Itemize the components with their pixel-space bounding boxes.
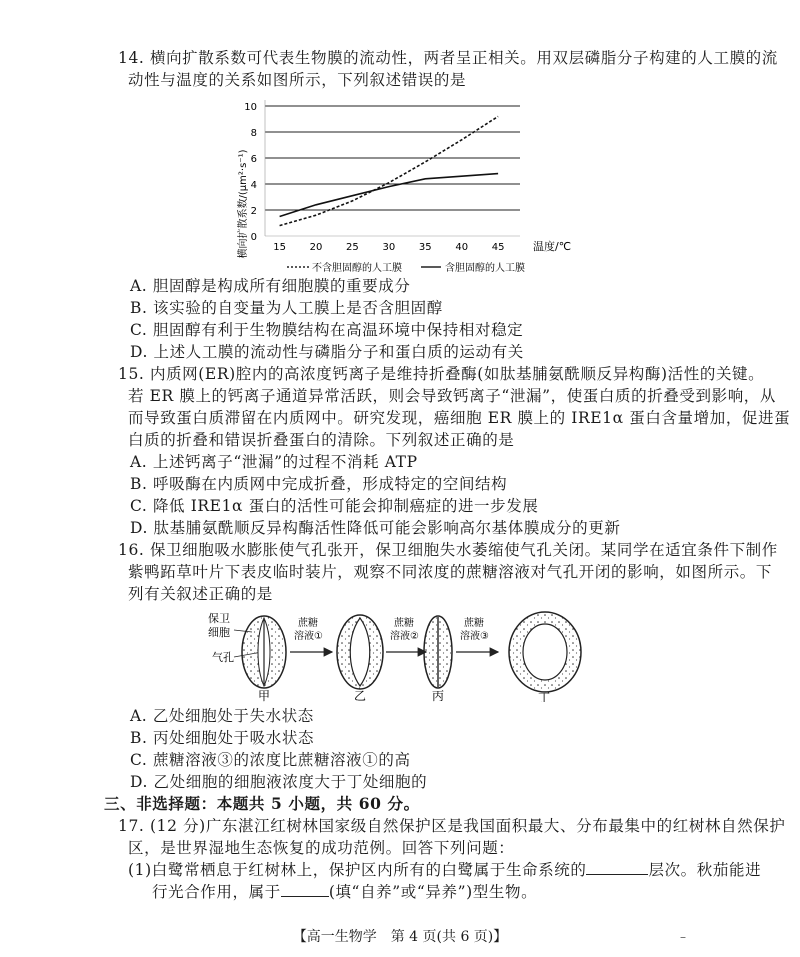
q17-sub1-line-2	[152, 882, 537, 902]
x-tick-label: 30	[382, 242, 396, 253]
cell-ding	[509, 612, 581, 692]
y-tick-label: 10	[244, 102, 257, 113]
cell-yi	[337, 615, 383, 689]
q17-stem-line-2: 区，是世界湿地生态恢复的成功范例。回答下列问题：	[128, 839, 515, 857]
cell-label-jia: 甲	[258, 689, 271, 702]
y-tick-label: 4	[250, 180, 257, 191]
label-guard-cell-2: 细胞	[208, 626, 230, 639]
page-footer: 【高一生物学 第 4 页(共 6 页)】	[292, 929, 508, 945]
q15-option-c: C. 降低 IRE1α 蛋白的活性可能会抑制癌症的进一步发展	[130, 497, 539, 515]
cell-label-yi: 乙	[354, 689, 367, 702]
x-tick-label: 20	[309, 242, 323, 253]
series-line-no-cholesterol	[280, 116, 499, 225]
q17-sub1-text-a: (1)白鹭常栖息于红树林上，保护区内所有的白鹭属于生命系统的	[128, 861, 587, 879]
corner-mark: –	[680, 930, 686, 944]
legend-with-cholesterol: 含胆固醇的人工膜	[445, 263, 525, 274]
q17-sub1-text-b: 层次。秋茄能进	[648, 861, 762, 879]
arrow-2-label-b: 溶液②	[390, 631, 419, 642]
q16-stem-line-2: 紫鸭跖草叶片下表皮临时装片，观察不同浓度的蔗糖溶液对气孔开闭的影响，如图所示。下	[128, 563, 773, 581]
q15-stem-line-2: 若 ER 膜上的钙离子通道异常活跃，则会导致钙离子“泄漏”，使蛋白质的折叠受到影响，从	[128, 387, 776, 405]
q14-option-c: C. 胆固醇有利于生物膜结构在高温环境中保持相对稳定	[130, 321, 524, 339]
q16-stem-line-1: 16. 保卫细胞吸水膨胀使气孔张开，保卫细胞失水萎缩使气孔关闭。某同学在适宜条件下制作	[118, 541, 778, 559]
y-tick-label: 6	[250, 154, 257, 165]
arrow-3-label-a: 蔗糖	[464, 618, 484, 629]
q14-option-d: D. 上述人工膜的流动性与磷脂分子和蛋白质的运动有关	[130, 343, 524, 361]
cell-label-bing: 丙	[432, 689, 445, 702]
q17-sub1-text-d: (填“自养”或“异养”)型生物。	[328, 883, 538, 901]
answer-blank-1[interactable]	[586, 860, 648, 875]
q16-option-b: B. 丙处细胞处于吸水状态	[130, 729, 315, 747]
arrow-3-label-b: 溶液③	[460, 631, 489, 642]
q16-option-a: A. 乙处细胞处于失水状态	[130, 707, 314, 725]
q16-option-c: C. 蔗糖溶液③的浓度比蔗糖溶液①的高	[130, 751, 411, 769]
q15-option-d: D. 肽基脯氨酰顺反异构酶活性降低可能会影响高尔基体膜成分的更新	[130, 519, 621, 537]
q15-stem-line-3: 而导致蛋白质滞留在内质网中。研究发现，癌细胞 ER 膜上的 IRE1α 蛋白含量增加，促进蛋	[128, 409, 791, 427]
q15-option-b: B. 呼吸酶在内质网中完成折叠，形成特定的空间结构	[130, 475, 508, 493]
q17-stem-line-1: 17. (12 分)广东湛江红树林国家级自然保护区是我国面积最大、分布最集中的红树林自然保护	[118, 817, 786, 835]
y-tick-label: 0	[250, 232, 257, 243]
label-stoma: 气孔	[212, 651, 234, 664]
q15-stem-line-4: 白质的折叠和错误折叠蛋白的清除。下列叙述正确的是	[128, 431, 515, 449]
label-guard-cell-1: 保卫	[208, 612, 230, 625]
q17-sub1-line-1	[128, 860, 761, 880]
q17-sub1-text-c: 行光合作用，属于	[152, 883, 281, 901]
q14-option-a: A. 胆固醇是构成所有细胞膜的重要成分	[130, 277, 411, 295]
q14-stem-line-2: 动性与温度的关系如图所示，下列叙述错误的是	[128, 71, 467, 89]
q16-stem-line-3: 列有关叙述正确的是	[128, 585, 273, 603]
q15-stem-line-1: 15. 内质网(ER)腔内的高浓度钙离子是维持折叠酶(如肽基脯氨酰顺反异构酶)活性的关键。	[118, 365, 765, 383]
cell-jia	[242, 616, 286, 688]
chart-ylabel: 横向扩散系数/(μm²·s⁻¹)	[238, 149, 249, 259]
x-tick-label: 45	[491, 242, 505, 253]
arrow-1-label-a: 蔗糖	[298, 618, 318, 629]
legend-no-cholesterol: 不含胆固醇的人工膜	[312, 263, 402, 274]
q16-option-d: D. 乙处细胞的细胞液浓度大于丁处细胞的	[130, 773, 428, 791]
q14-option-b: B. 该实验的自变量为人工膜上是否含胆固醇	[130, 299, 443, 317]
stomata-figure	[200, 606, 600, 702]
chart-xlabel: 温度/℃	[533, 240, 572, 253]
x-tick-label: 25	[346, 242, 359, 253]
q14-stem-line-1: 14. 横向扩散系数可代表生物膜的流动性，两者呈正相关。用双层磷脂分子构建的人工膜的流	[118, 49, 778, 67]
cell-label-ding: 丁	[538, 691, 551, 702]
arrow-2-label-a: 蔗糖	[394, 618, 414, 629]
x-tick-label: 35	[418, 242, 432, 253]
y-tick-label: 2	[250, 206, 257, 217]
answer-blank-2[interactable]	[281, 882, 329, 897]
cell-bing	[424, 616, 452, 688]
x-tick-label: 15	[273, 242, 286, 253]
arrow-1-label-b: 溶液①	[294, 631, 323, 642]
diffusion-temperature-chart	[215, 92, 585, 282]
y-tick-label: 8	[250, 128, 257, 139]
x-tick-label: 40	[455, 242, 469, 253]
q15-option-a: A. 上述钙离子“泄漏”的过程不消耗 ATP	[130, 453, 418, 471]
section-3-heading: 三、非选择题：本题共 5 小题，共 60 分。	[104, 794, 420, 813]
